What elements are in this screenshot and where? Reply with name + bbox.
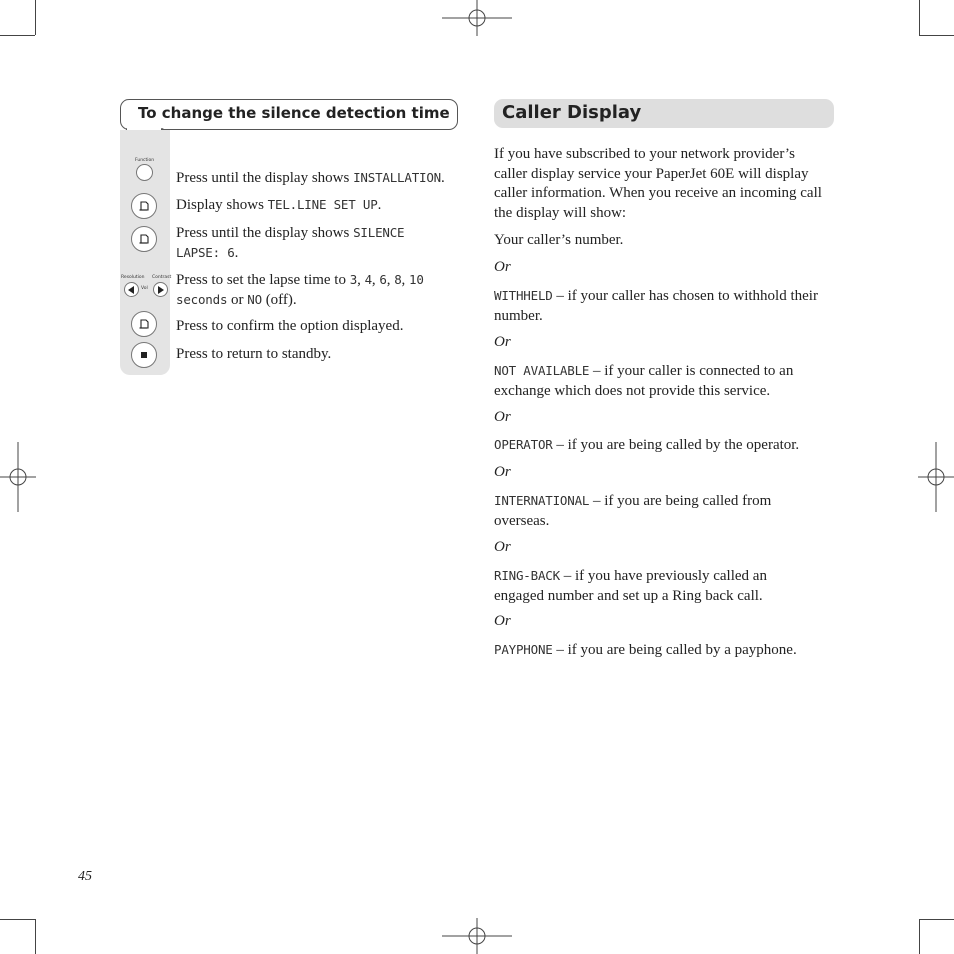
right-arrow-button[interactable] (153, 282, 168, 297)
vol-label: Vol (141, 286, 148, 291)
function-button[interactable] (136, 164, 153, 181)
or-label: Or (494, 334, 511, 350)
copy-button[interactable] (131, 311, 157, 337)
or-label: Or (494, 464, 511, 480)
step-1: Press until the display shows INSTALLATION. (176, 170, 445, 186)
display-item: NOT AVAILABLE – if your caller is connected to an exchange which does not provide this service. (494, 363, 794, 399)
copy-button[interactable] (131, 193, 157, 219)
or-label: Or (494, 539, 511, 555)
display-item: PAYPHONE – if you are being called by a payphone. (494, 642, 797, 658)
caller-number-text: Your caller’s number. (494, 232, 624, 248)
display-item: INTERNATIONAL – if you are being called from overseas. (494, 493, 772, 529)
document-icon (138, 318, 150, 330)
display-item: RING-BACK – if you have previously called an engaged number and set up a Ring back call. (494, 568, 767, 604)
step-3: Press until the display shows SILENCE LAPSE: 6. (176, 225, 405, 261)
page-number: 45 (78, 869, 92, 884)
step-2: Display shows TEL.LINE SET UP. (176, 197, 382, 213)
section-title: To change the silence detection time (138, 104, 450, 122)
copy-button[interactable] (131, 226, 157, 252)
stop-button[interactable] (131, 342, 157, 368)
stop-icon (140, 351, 148, 359)
step-4: Press to set the lapse time to 3, 4, 6, 8, 10 seconds or NO (off). (176, 272, 424, 308)
triangle-right-icon (157, 286, 165, 294)
document-icon (138, 233, 150, 245)
step-5: Press to confirm the option displayed. (176, 318, 404, 334)
or-label: Or (494, 409, 511, 425)
left-arrow-button[interactable] (124, 282, 139, 297)
step-6: Press to return to standby. (176, 346, 332, 362)
display-item: OPERATOR – if you are being called by the operator. (494, 437, 800, 453)
resolution-label: Resolution (121, 275, 145, 280)
display-item: WITHHELD – if your caller has chosen to withhold their number. (494, 288, 818, 324)
contrast-label: Contrast (152, 275, 172, 280)
or-label: Or (494, 259, 511, 275)
function-label: Function (135, 158, 155, 163)
triangle-left-icon (128, 286, 136, 294)
section-heading: Caller Display (502, 102, 642, 123)
document-icon (138, 200, 150, 212)
intro-paragraph: If you have subscribed to your network provider’s caller display service your PaperJet 60E will display caller information. When you receive an incoming call the display will show: (494, 146, 822, 221)
or-label: Or (494, 613, 511, 629)
